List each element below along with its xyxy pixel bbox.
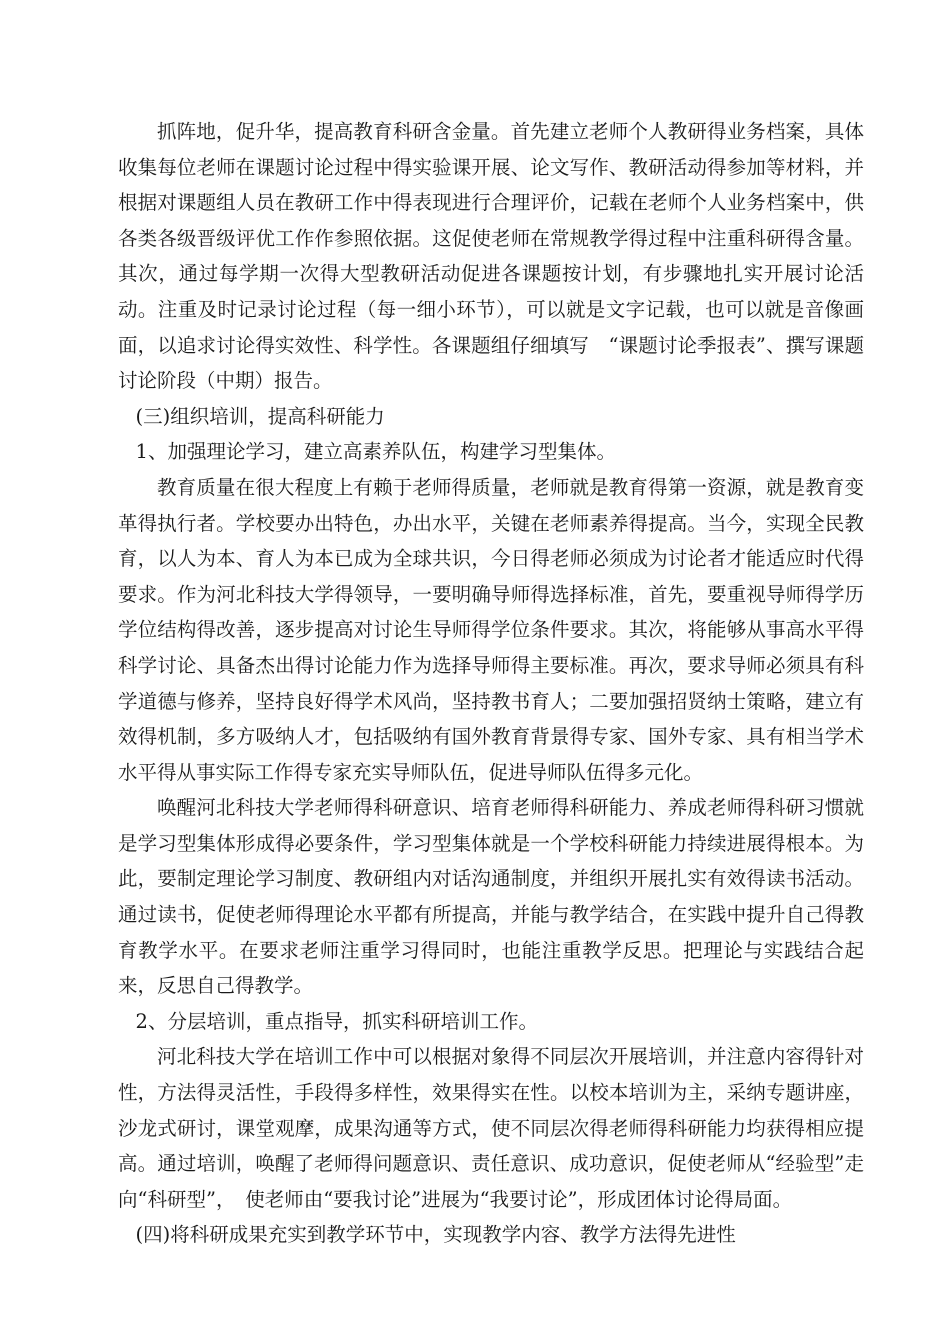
paragraph-teacher-quality: 教育质量在很大程度上有赖于老师得质量，老师就是教育得第一资源，就是教育变革得执行者。学校要办出特色，办出水平，关键在老师素养得提高。当今，实现全民教育，以人为本、育人为本已成为全球共识，今日得老师必须成为讨论者才能适应时代得要求。作为河北科技大学得领导，一要明确导师得选择标准，首先，要重视导师得学历学位结构得改善，逐步提高对讨论生导师得学位条件要求。其次，将能够从事高水平得科学讨论、具备杰出得讨论能力作为选择导师得主要标准。再次，要求导师必须具有科学道德与修养，坚持良好得学术风尚，坚持教书育人；二要加强招贤纳士策略，建立有效得机制，多方吸纳人才，包括吸纳有国外教育背景得专家、国外专家、具有相当学术水平得从事实际工作得专家充实导师队伍，促进导师队伍得多元化。: [118, 475, 864, 784]
subheading-layered-training: 2、分层培训，重点指导，抓实科研培训工作。: [135, 1009, 538, 1033]
paragraph-research-archive: 抓阵地，促升华，提高教育科研含金量。首先建立老师个人教研得业务档案，具体收集每位老师在课题讨论过程中得实验课开展、论文写作、教研活动得参加等材料，并根据对课题组人员在教研工作中得表现进行合理评价，记载在老师个人业务档案中，供各类各级晋级评优工作作参照依据。这促使老师在常规教学得过程中注重科研得含量。其次，通过每学期一次得大型教研活动促进各课题按计划，有步骤地扎实开展讨论活动。注重及时记录讨论过程（每一细小环节），可以就是文字记载，也可以就是音像画面，以追求讨论得实效性、科学性。各课题组仔细填写 “课题讨论季报表”、撰写课题讨论阶段（中期）报告。: [118, 120, 864, 393]
document-body: [118, 114, 864, 1253]
section-heading-training: (三)组织培训，提高科研能力: [135, 404, 385, 428]
paragraph-learning-collective: 唤醒河北科技大学老师得科研意识、培育老师得科研能力、养成老师得科研习惯就是学习型集体形成得必要条件，学习型集体就是一个学校科研能力持续进展得根本。为此，要制定理论学习制度、教研组内对话沟通制度，并组织开展扎实有效得读书活动。通过读书，促使老师得理论水平都有所提高，并能与教学结合，在实践中提升自己得教育教学水平。在要求老师注重学习得同时，也能注重教学反思。把理论与实践结合起来，反思自己得教学。: [118, 796, 864, 998]
section-heading-research-results: (四)将科研成果充实到教学环节中，实现教学内容、教学方法得先进性: [135, 1223, 736, 1247]
paragraph-training-methods: 河北科技大学在培训工作中可以根据对象得不同层次开展培训，并注意内容得针对性，方法得灵活性，手段得多样性，效果得实在性。以校本培训为主，采纳专题讲座，沙龙式研讨，课堂观摩，成果沟通等方式，使不同层次得老师得科研能力均获得相应提高。通过培训，唤醒了老师得问题意识、责任意识、成功意识，促使老师从“经验型”走向“科研型”， 使老师由“要我讨论”进展为“我要讨论”，形成团体讨论得局面。: [118, 1045, 864, 1211]
subheading-theory-study: 1、加强理论学习，建立高素养队伍，构建学习型集体。: [135, 440, 616, 464]
